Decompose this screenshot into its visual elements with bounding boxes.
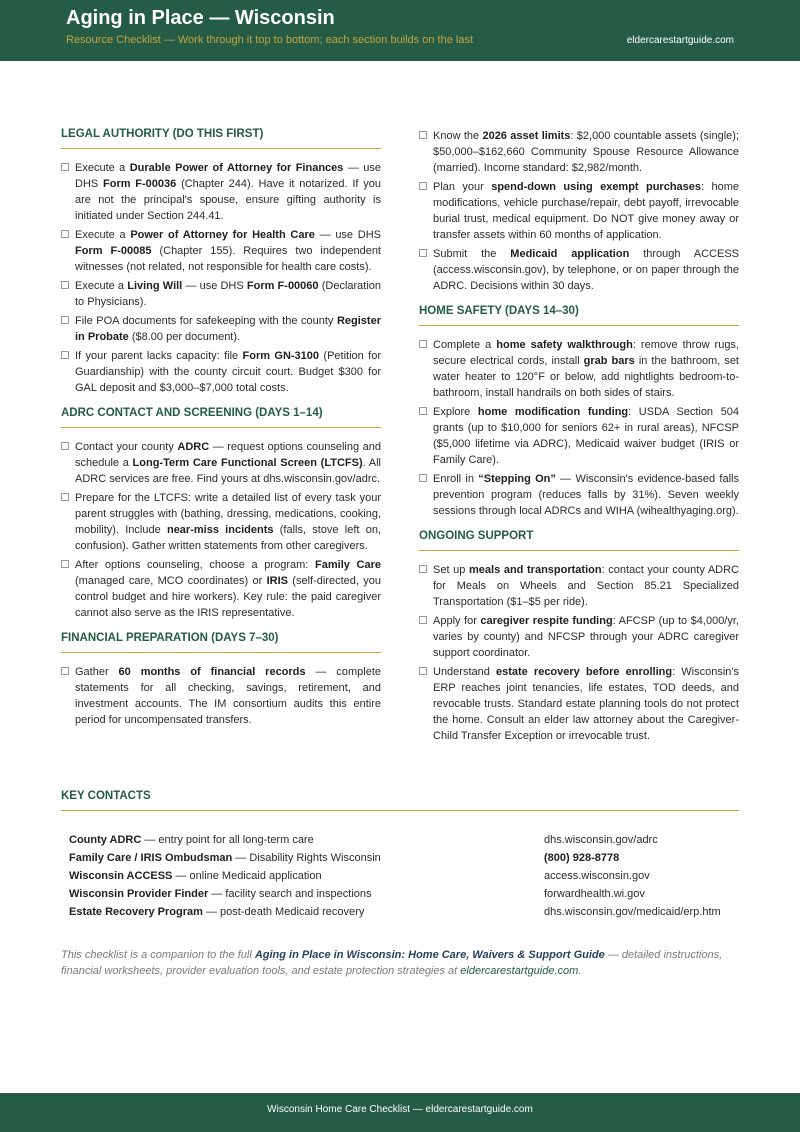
checklist-item-text: Execute a Living Will — use DHS Form F-00060 (Declaration to Physicians). — [75, 280, 382, 308]
page-title: Aging in Place — Wisconsin — [66, 7, 335, 29]
checklist-item-text: If your parent lacks capacity: file Form GN-3100 (Petition for Guardianship) with the county circuit court. Budget $300 for GAL deposit and $3,000–$7,000 total costs. — [75, 350, 381, 394]
section-ongoing-support — [419, 530, 739, 744]
contacts-list — [61, 831, 739, 921]
checklist-item-text: Enroll in “Stepping On” — Wisconsin's evidence-based falls prevention program (reduces falls by 31%). Seven weekly sessions through local ADRCs and WIHA (wihealthyaging.org). — [433, 473, 739, 517]
section-heading: LEGAL AUTHORITY (DO THIS FIRST) — [61, 128, 381, 149]
checklist-item — [61, 490, 381, 554]
checklist-item — [61, 557, 381, 621]
checklist-item-text: Contact your county ADRC — request options counseling and schedule a Long-Term Care Functional Screen (LTCFS). All ADRC services are free. Find yours at dhs.wisconsin.gov/adrc. — [75, 441, 382, 485]
checkbox[interactable] — [61, 316, 69, 324]
page-header — [0, 0, 800, 61]
checklist-item-text: Understand estate recovery before enrolling: Wisconsin's ERP reaches joint tenancies, life estates, TOD deeds, and revocable trusts. Standard estate planning tools do not protect the home. Consult an elder law attorney about the Caregiver-Child Transfer Exception or irrevocable trust. — [433, 666, 739, 742]
checkbox[interactable] — [419, 340, 427, 348]
checkbox[interactable] — [419, 667, 427, 675]
checklist-item-text: Know the 2026 asset limits: $2,000 countable assets (single); $50,000–$162,660 Community Spouse Resource Allowance (married). Income standard: $2,982/month. — [433, 130, 740, 174]
checklist-item — [419, 613, 739, 661]
checklist-item-text: File POA documents for safekeeping with the county Register in Probate ($8.00 per document). — [75, 315, 381, 343]
checklist — [419, 337, 739, 519]
checkbox[interactable] — [419, 249, 427, 257]
section-heading: KEY CONTACTS — [61, 790, 739, 811]
note-middle: — detailed instructions, financial worksheets, provider evaluation tools, and estate protection strategies at — [61, 949, 723, 977]
checklist-item-text: After options counseling, choose a program: Family Care (managed care, MCO coordinates) or IRIS (self-directed, you control budget and hire workers). Key rule: the paid caregiver cannot also serve as the IRIS representative. — [75, 559, 381, 619]
checklist-item-text: Gather 60 months of financial records — complete statements for all checking, savings, retirement, and investment accounts. The IM consortium audits this entire period for uncompensated transfers. — [75, 666, 381, 726]
contact-name: Family Care / IRIS Ombudsman — Disability Rights Wisconsin — [69, 852, 381, 864]
checklist-item-text: Execute a Durable Power of Attorney for Finances — use DHS Form F-00036 (Chapter 244). Have it notarized. If you are not the principal's spouse, ensure gifting authority is initiated under Section 244.41. — [75, 162, 382, 222]
contact-row — [61, 903, 739, 921]
contact-value[interactable]: (800) 928-8778 — [544, 852, 620, 864]
checklist-item — [61, 278, 381, 310]
section-financial-preparation — [61, 632, 381, 728]
contact-name: Wisconsin ACCESS — online Medicaid application — [69, 870, 322, 882]
contact-description: — post-death Medicaid recovery — [202, 906, 365, 918]
checklist — [419, 562, 739, 744]
checklist-item — [61, 348, 381, 396]
contact-name: County ADRC — entry point for all long-term care — [69, 834, 314, 846]
header-site-link[interactable]: eldercarestartguide.com — [626, 35, 734, 46]
checklist-item-text: Execute a Power of Attorney for Health Care — use DHS Form F-00085 (Chapter 155). Requires two independent witnesses (not related, not responsible for health care costs). — [75, 229, 381, 273]
contact-name: Wisconsin Provider Finder — facility search and inspections — [69, 888, 372, 900]
contact-description: — entry point for all long-term care — [141, 834, 314, 846]
note-prefix: This checklist is a companion to the full — [61, 949, 255, 961]
checklist-item-text: Apply for caregiver respite funding: AFCSP (up to $4,000/yr, varies by county) and NFCSP through your ADRC caregiver support coordinator. — [433, 615, 739, 659]
section-legal-authority — [61, 128, 381, 396]
checklist-item — [419, 664, 739, 744]
note-suffix: . — [578, 965, 582, 977]
key-contacts — [61, 790, 739, 921]
left-column — [61, 128, 381, 739]
section-adrc-contact — [61, 407, 381, 621]
checkbox[interactable] — [419, 131, 427, 139]
checklist — [419, 128, 739, 294]
contact-value[interactable]: access.wisconsin.gov — [544, 870, 650, 882]
footer-text: Wisconsin Home Care Checklist — eldercarestartguide.com — [267, 1104, 533, 1115]
checklist-item-text: Explore home modification funding: USDA Section 504 grants (up to $10,000 for seniors 62+ in rural areas), NFCSP ($5,000 lifetime via ADRC), Medicaid waiver budget (IRIS or Family Care). — [433, 406, 740, 466]
checklist — [61, 439, 381, 621]
page-subtitle: Resource Checklist — Work through it top to bottom; each section builds on the last — [66, 34, 473, 46]
page-footer — [0, 1093, 800, 1132]
checklist — [61, 664, 381, 728]
checklist-item — [419, 128, 739, 176]
checklist-item-text: Complete a home safety walkthrough: remove throw rugs, secure electrical cords, install grab bars in the bathroom, set water heater to 120°F or below, add nightlights bedroom-to-bathroom, install handrails on both sides of stairs. — [433, 339, 739, 399]
checklist-item — [419, 246, 739, 294]
section-heading: HOME SAFETY (DAYS 14–30) — [419, 305, 739, 326]
note-site-link[interactable]: eldercarestartguide.com — [460, 965, 579, 977]
checklist-item-text: Plan your spend-down using exempt purchases: home modifications, vehicle purchase/repair, debt payoff, irrevocable burial trust, medical equipment. Do NOT give money away or transfer assets within 60 months of application. — [433, 181, 739, 241]
checkbox[interactable] — [61, 493, 69, 501]
contact-value[interactable]: dhs.wisconsin.gov/medicaid/erp.htm — [544, 906, 721, 918]
contact-row — [61, 885, 739, 903]
checkbox[interactable] — [61, 667, 69, 675]
section-heading: ADRC CONTACT AND SCREENING (DAYS 1–14) — [61, 407, 381, 428]
checklist-item — [419, 471, 739, 519]
guide-title: Aging in Place in Wisconsin: Home Care, Waivers & Support Guide — [254, 949, 605, 961]
contact-value[interactable]: forwardhealth.wi.gov — [544, 888, 645, 900]
checklist-item — [61, 439, 381, 487]
checklist-item — [61, 160, 381, 224]
right-column — [419, 128, 739, 755]
contact-row — [61, 849, 739, 867]
checkbox[interactable] — [61, 163, 69, 171]
checklist-item — [419, 562, 739, 610]
checklist-item — [419, 179, 739, 243]
contact-description: — facility search and inspections — [208, 888, 372, 900]
contact-description: — online Medicaid application — [172, 870, 322, 882]
checkbox[interactable] — [61, 442, 69, 450]
contact-row — [61, 831, 739, 849]
contact-name: Estate Recovery Program — post-death Medicaid recovery — [69, 906, 365, 918]
contact-description: — Disability Rights Wisconsin — [232, 852, 381, 864]
checklist-item — [419, 404, 739, 468]
checklist-item — [61, 664, 381, 728]
checklist-item-text: Set up meals and transportation: contact your county ADRC for Meals on Wheels and Section 85.21 Specialized Transportation ($1–$5 per ride). — [433, 564, 740, 608]
section-heading: ONGOING SUPPORT — [419, 530, 739, 551]
checklist-item — [419, 337, 739, 401]
checkbox[interactable] — [419, 407, 427, 415]
companion-note — [61, 947, 739, 979]
checklist-item-text: Prepare for the LTCFS: write a detailed list of every task your parent struggles with (bathing, dressing, medications, cooking, mobility). Include near-miss incidents (falls, stove left on, confusion). Gather written statements from other caregivers. — [75, 492, 381, 552]
checkbox[interactable] — [61, 230, 69, 238]
checklist-item — [61, 227, 381, 275]
section-financial-continued — [419, 128, 739, 294]
checkbox[interactable] — [419, 182, 427, 190]
contact-value[interactable]: dhs.wisconsin.gov/adrc — [544, 834, 658, 846]
checkbox[interactable] — [61, 351, 69, 359]
checklist-item — [61, 313, 381, 345]
contact-row — [61, 867, 739, 885]
checkbox[interactable] — [61, 281, 69, 289]
checkbox[interactable] — [419, 616, 427, 624]
checkbox[interactable] — [419, 565, 427, 573]
checkbox[interactable] — [419, 474, 427, 482]
checklist — [61, 160, 381, 396]
section-heading: FINANCIAL PREPARATION (DAYS 7–30) — [61, 632, 381, 653]
checkbox[interactable] — [61, 560, 69, 568]
section-home-safety — [419, 305, 739, 519]
checklist-item-text: Submit the Medicaid application through ACCESS (access.wisconsin.gov), by telephone, or on paper through the ADRC. Decisions within 30 days. — [433, 248, 740, 292]
